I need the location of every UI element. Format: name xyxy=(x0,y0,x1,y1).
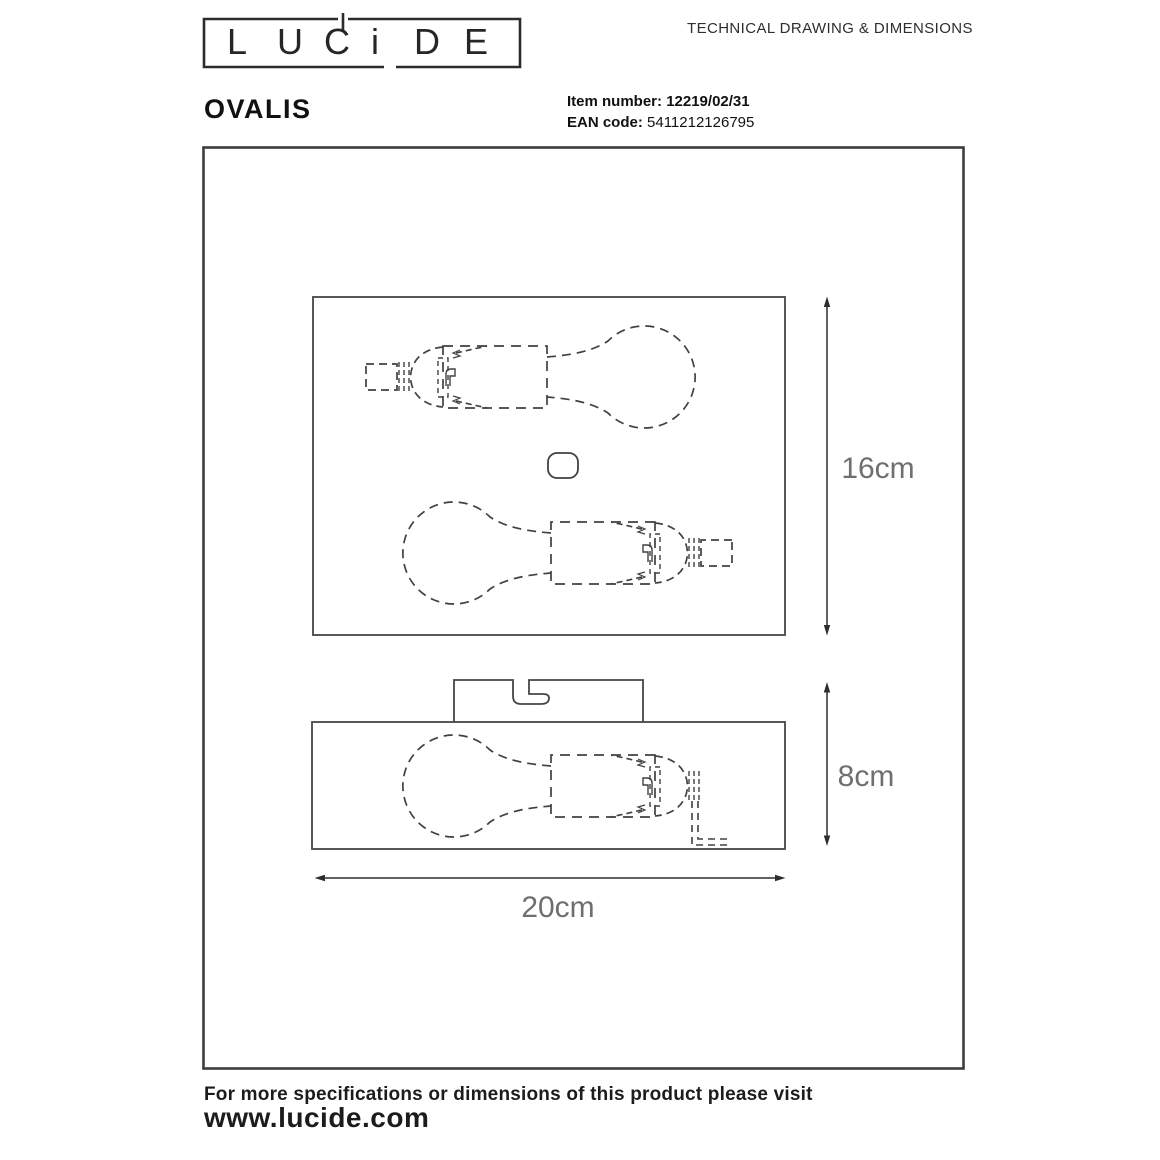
side-bulb xyxy=(403,735,699,837)
technical-drawing xyxy=(202,146,965,1070)
logo-letter: U xyxy=(277,21,303,62)
side-view xyxy=(312,680,785,849)
logo-letter: i xyxy=(371,21,379,62)
logo-letter: L xyxy=(227,21,248,62)
ean-code-row xyxy=(567,112,754,133)
item-number-value: 12219/02/31 xyxy=(666,93,750,110)
document-title: TECHNICAL DRAWING & DIMENSIONS xyxy=(687,20,973,37)
side-view-outline xyxy=(312,722,785,849)
ean-code-value: 5411212126795 xyxy=(647,114,755,131)
logo-letter: D xyxy=(414,21,440,62)
logo-letters xyxy=(227,21,488,62)
footer-website: www.lucide.com xyxy=(204,1102,430,1133)
item-number-label: Item number: xyxy=(567,93,663,110)
dim-front-height xyxy=(824,297,915,636)
dim-side-height-label: 8cm xyxy=(837,760,895,793)
dim-front-height-label: 16cm xyxy=(841,452,915,485)
wall-bracket xyxy=(454,680,643,722)
front-view xyxy=(313,297,785,635)
power-cable xyxy=(692,801,731,845)
ean-code-label: EAN code: xyxy=(567,114,643,131)
logo-letter: C xyxy=(324,21,350,62)
dim-width xyxy=(315,875,786,924)
dim-width-label: 20cm xyxy=(521,891,595,924)
front-view-outline xyxy=(313,297,785,635)
dim-side-height xyxy=(824,682,895,846)
footer-note: For more specifications or dimensions of this product please visit xyxy=(204,1084,813,1105)
product-name: OVALIS xyxy=(204,94,312,124)
product-codes xyxy=(567,91,754,133)
logo-letter: E xyxy=(464,21,489,62)
item-number-row xyxy=(567,91,754,112)
lucide-logo xyxy=(202,11,524,73)
drawing-frame xyxy=(204,148,964,1069)
front-bulb-bottom xyxy=(403,502,732,604)
front-bulb-top xyxy=(366,326,695,428)
mounting-hole xyxy=(548,453,578,478)
